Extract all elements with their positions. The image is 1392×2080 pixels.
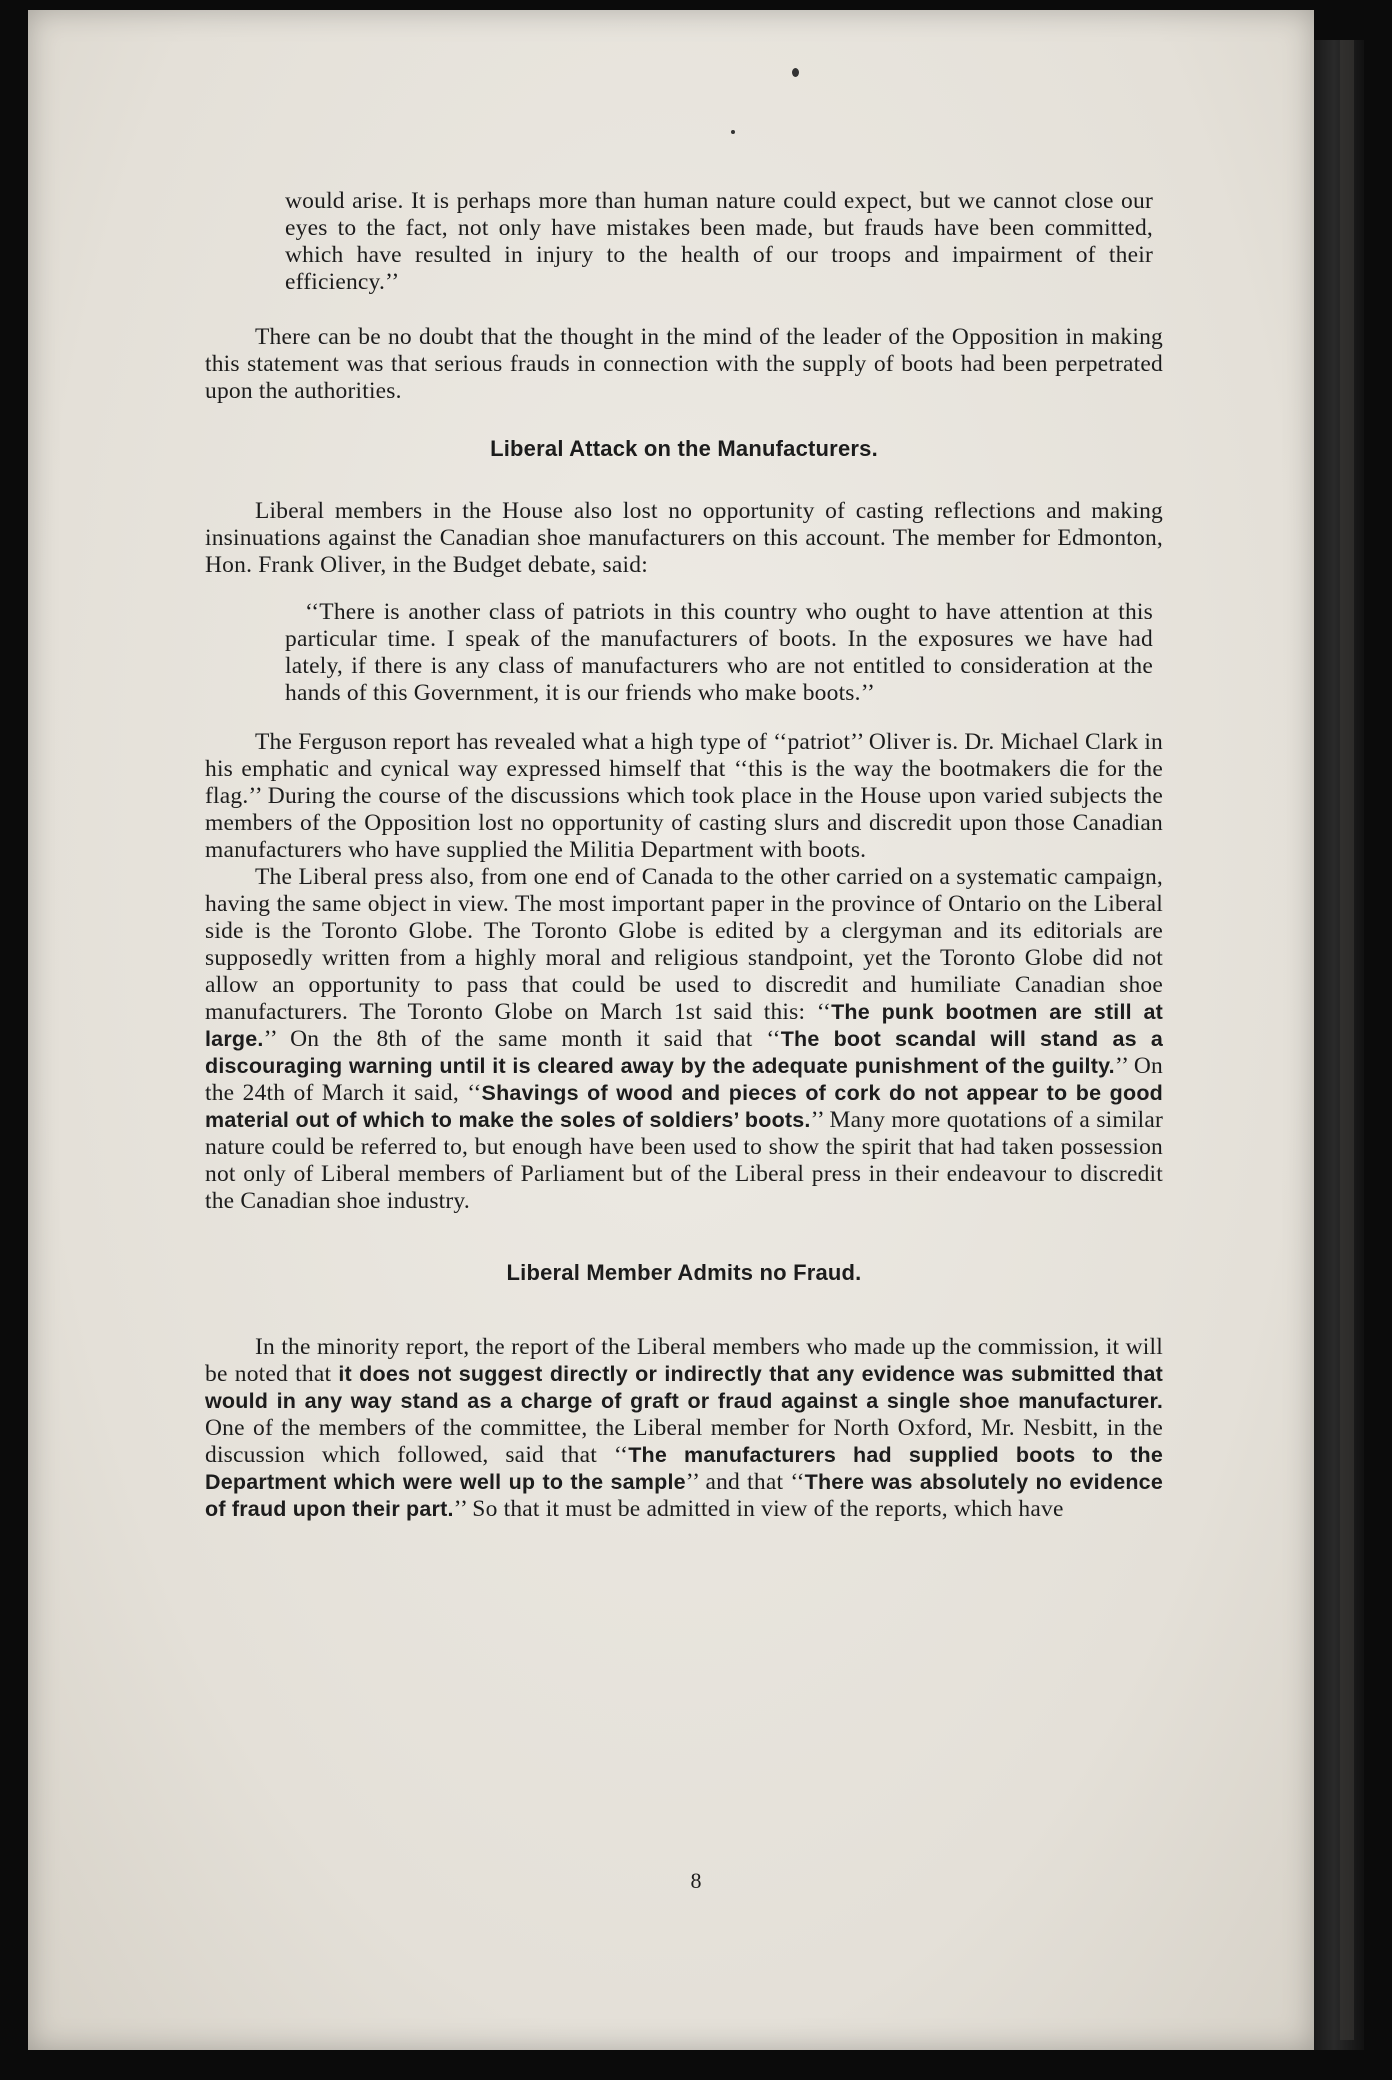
page-number: 8 (690, 1868, 702, 1893)
ink-speck (792, 68, 799, 77)
paragraph-opposition: There can be no doubt that the thought in the mind of the leader of the Opposition in making this statement was that serious frauds in connection with the supply of boots had been perpetrated upon the authorities. (205, 324, 1163, 404)
opening-quote: would arise. It is perhaps more than human nature could expect, but we cannot close our eyes to the fact, not only have mistakes been made, but frauds have been committed, which have resulted in injury to the health of our troops and impairment of their efficiency.’’ (285, 188, 1153, 295)
ink-speck (731, 130, 735, 134)
next-page-edge (1340, 40, 1354, 2040)
section-heading-attack: Liberal Attack on the Manufacturers. (490, 436, 878, 461)
oliver-quote: ‘‘There is another class of patriots in this country who ought to have attention at this particular time. I speak of the manufacturers of boots. In the exposures we have had lately, if there is any class of manufacturers who are not entitled to consideration at the hands of this Government, it is our friends who make boots.’’ (285, 599, 1153, 706)
globe-quote-punk-bootmen: The punk bootmen are still at large. (205, 1000, 1163, 1051)
paragraph-ferguson: The Ferguson report has revealed what a high type of ‘‘patriot’’ Oliver is. Dr. Michael Clark in his emphatic and cynical way expressed himself that ‘‘this is the way the bootmakers die for the flag.’’ During the course of the discussions which took place in the House upon varied subjects the members of the Opposition lost no opportunity of casting slurs and discredit upon those Canadian manufacturers who have supplied the Militia Department with boots. (205, 729, 1163, 863)
page-edge-shadow (1314, 40, 1364, 2050)
paragraph-minority-report: In the minority report, the report of the Liberal members who made up the commission, it will be noted that it does not suggest directly or indirectly that any evidence was submitted that would in any way stand as a charge of graft or fraud against a single shoe manufacturer. One of the members of the committee, the Liberal member for North Oxford, Mr. Nesbitt, in the discussion which followed, said that ‘‘The manufacturers had supplied boots to the Department which were well up to the sample’’ and that ‘‘There was absolutely no evidence of fraud upon their part.’’ So that it must be admitted in view of the reports, which have (205, 1334, 1164, 1522)
section-heading-admits: Liberal Member Admits no Fraud. (506, 1260, 862, 1285)
page-body (205, 188, 1163, 1523)
paragraph-liberal-press: The Liberal press also, from one end of Canada to the other carried on a systematic campaign, having the same object in view. The most important paper in the province of Ontario on the Liberal side is the Toronto Globe. The Toronto Globe is edited by a clergyman and its editorials are supposedly written from a highly moral and religious standpoint, yet the Toronto Globe did not allow an opportunity to pass that could be used to discredit and humiliate Canadian shoe manufacturers. The Toronto Globe on March 1st said this: ‘‘The punk bootmen are still at large.’’ On the 8th of the same month it said that ‘‘The boot scandal will stand as a discouraging warning until it is cleared away by the adequate punishment of the guilty.’’ On the 24th of March it said, ‘‘Shavings of wood and pieces of cork do not appear to be good material out of which to make the soles of soldiers’ boots.’’ Many more quotations of a similar nature could be referred to, but enough have been used to show the spirit that had taken possession not only of Liberal members of Parliament but of the Liberal press in their endeavour to discredit the Canadian shoe industry. (205, 864, 1163, 1214)
minority-report-emphasis: it does not suggest directly or indirectly that any evidence was submitted that would in any way stand as a charge of graft or fraud against a single shoe manufacturer. (205, 1362, 1164, 1413)
paragraph-liberal-members: Liberal members in the House also lost no opportunity of casting reflections and making insinuations against the Canadian shoe manufacturers on this account. The member for Edmonton, Hon. Frank Oliver, in the Budget debate, said: (205, 498, 1163, 578)
globe-quote-shavings: Shavings of wood and pieces of cork do not appear to be good material out of which to make the soles of soldiers’ boots. (205, 1081, 1163, 1132)
nesbitt-quote-no-fraud: There was absolutely no evidence of fraud upon their part. (205, 1470, 1163, 1521)
nesbitt-quote-sample: The manufacturers had supplied boots to the Department which were well up to the sample (205, 1443, 1163, 1494)
globe-quote-boot-scandal: The boot scandal will stand as a discouraging warning until it is cleared away by the adequate punishment of the guilty. (205, 1027, 1163, 1078)
